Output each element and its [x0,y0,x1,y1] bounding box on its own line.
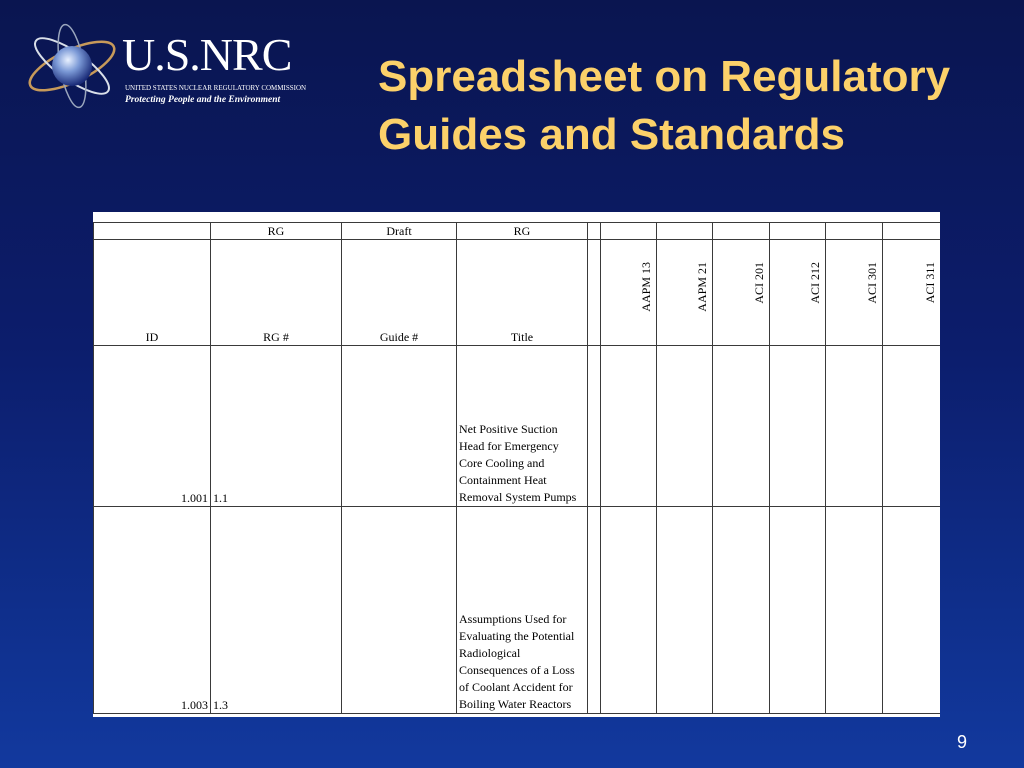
column-header-rg-number: RG # [211,240,342,346]
regulatory-guides-table [93,222,940,714]
cell-draft-guide [342,346,457,507]
slide-title: Spreadsheet on Regulatory Guides and Standards [378,52,951,159]
cell-empty [770,346,826,507]
column-header-id: ID [94,240,211,346]
column-header-label: ACI 311 [923,262,937,304]
cell-empty [601,346,657,507]
table-row [94,346,941,507]
column-header-aci-201 [713,240,770,346]
cell-empty [588,507,601,714]
group-header-cell [826,223,883,240]
group-header-cell [657,223,713,240]
cell-rg-number: 1.3 [211,507,342,714]
column-header-aapm-21 [657,240,713,346]
cell-rg-number: 1.1 [211,346,342,507]
cell-empty [883,507,941,714]
group-header-cell [883,223,941,240]
column-header-label: AAPM 21 [695,262,709,312]
spreadsheet-panel [93,212,940,717]
column-header-aapm-13 [601,240,657,346]
cell-title: Net Positive Suction Head for Emergency Core Cooling and Containment Heat Removal System Pumps [457,346,588,507]
cell-id: 1.001 [94,346,211,507]
cell-empty [713,346,770,507]
column-header-aci-212 [770,240,826,346]
logo-wordmark: U.S.NRC [122,29,292,80]
cell-id: 1.003 [94,507,211,714]
group-header-cell: RG [211,223,342,240]
cell-empty [588,346,601,507]
column-header-label: AAPM 13 [639,262,653,312]
group-header-cell [713,223,770,240]
cell-empty [601,507,657,714]
cell-empty [657,346,713,507]
nrc-logo [24,22,334,114]
column-header-row [94,240,941,346]
column-header-label: ACI 212 [808,262,822,304]
group-header-cell [94,223,211,240]
group-header-cell [601,223,657,240]
column-header-label: ACI 201 [752,262,766,304]
column-header-label: ACI 301 [865,262,879,304]
logo-tagline: Protecting People and the Environment [125,95,281,105]
page-number: 9 [956,732,967,752]
table-row [94,507,941,714]
cell-empty [826,346,883,507]
group-header-cell [770,223,826,240]
cell-title: Assumptions Used for Evaluating the Potential Radiological Consequences of a Loss of Coolant Accident for Boiling Water Reactors [457,507,588,714]
cell-draft-guide [342,507,457,714]
group-header-cell: RG [457,223,588,240]
cell-empty [883,346,941,507]
group-header-cell [588,223,601,240]
cell-empty [826,507,883,714]
column-header-title: Title [457,240,588,346]
cell-empty [770,507,826,714]
logo-subtitle: UNITED STATES NUCLEAR REGULATORY COMMISSION [125,84,307,92]
column-header-aci-301 [826,240,883,346]
column-header-aci-311 [883,240,941,346]
column-header-spacer [588,240,601,346]
cell-empty [657,507,713,714]
column-header-guide-number: Guide # [342,240,457,346]
group-header-cell: Draft [342,223,457,240]
group-header-row [94,223,941,240]
cell-empty [713,507,770,714]
